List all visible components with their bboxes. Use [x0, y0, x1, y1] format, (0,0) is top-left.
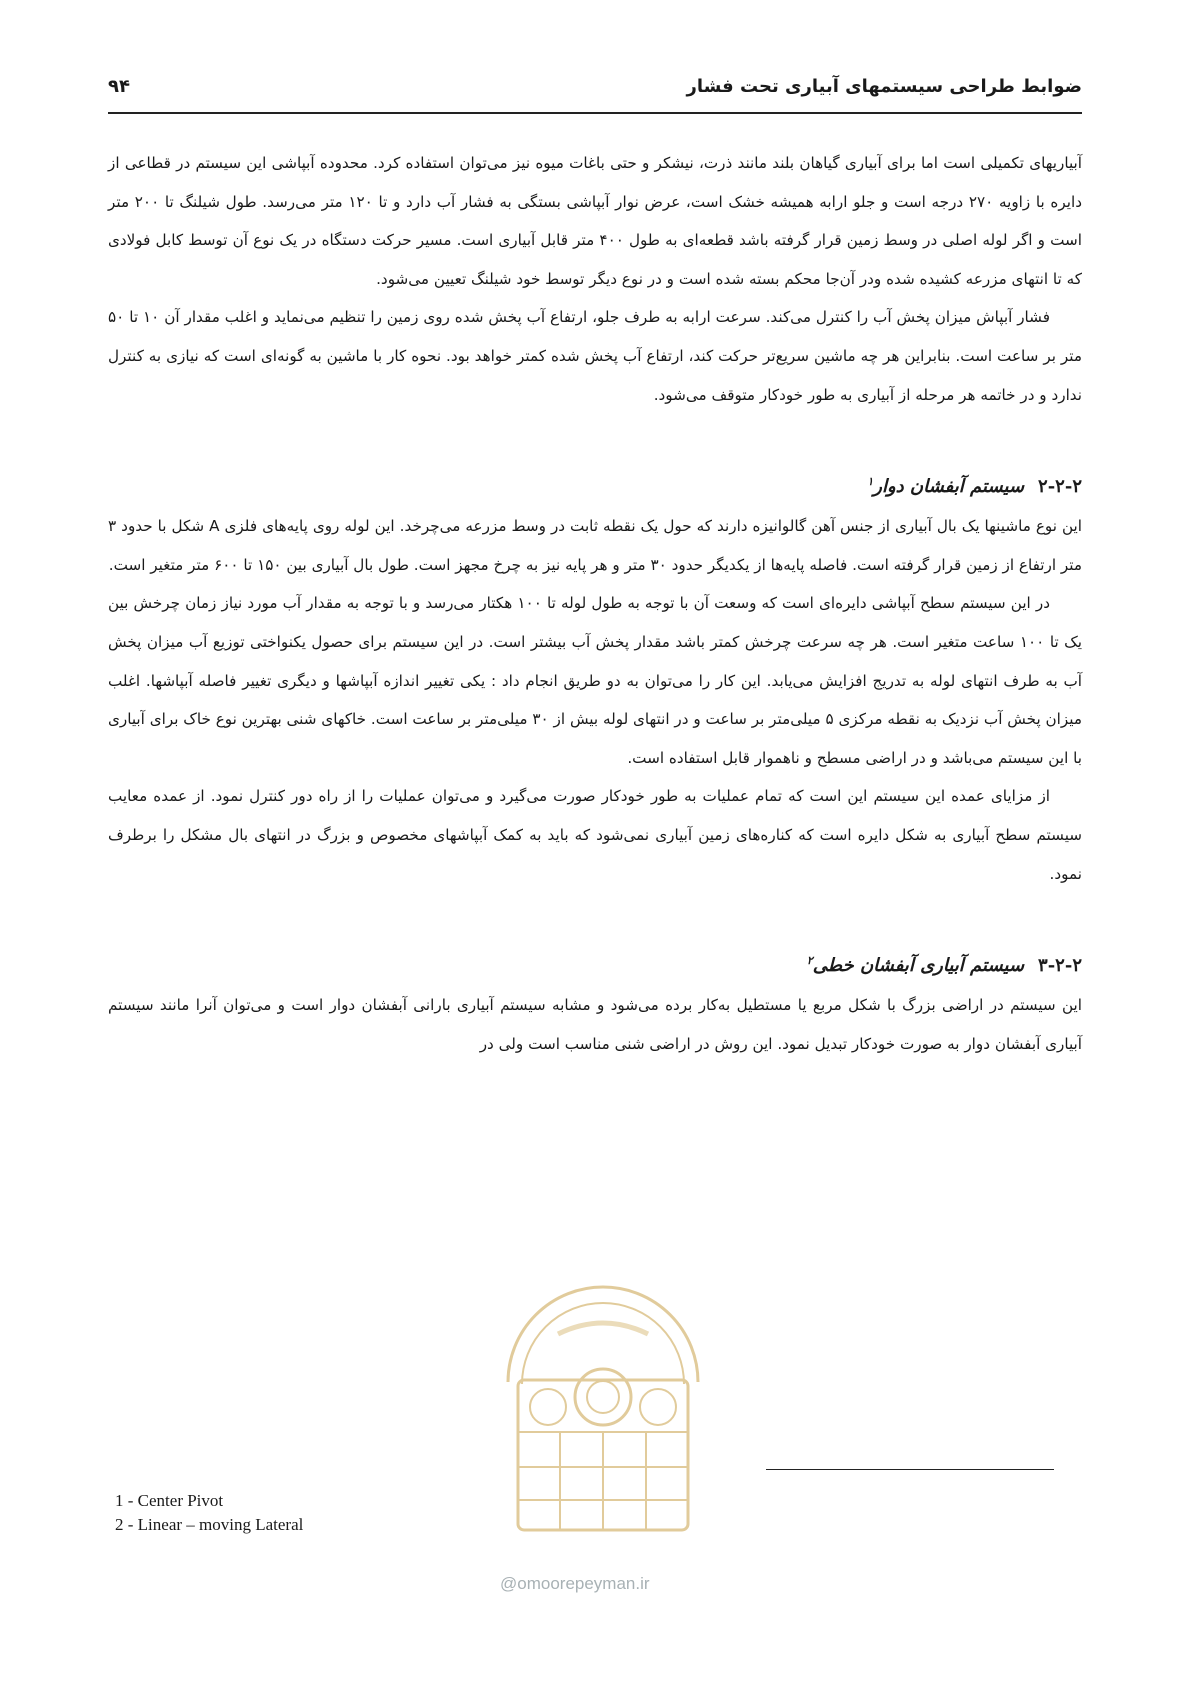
watermark-logo-icon — [488, 1272, 718, 1572]
paragraph-section2-1: این سیستم در اراضی بزرگ با شکل مربع یا مستطیل به‌کار برده می‌شود و مشابه سیستم آبیاری بارانی آبفشان دوار است و می‌توان آنرا مانند سیستم آبیاری آبفشان دوار به صورت خودکار تبدیل نمود. این روش در اراضی شنی مناسب است ولی در — [108, 996, 1082, 1053]
footnotes — [115, 1489, 303, 1537]
section-heading-linear-move — [108, 893, 1082, 986]
page-number: ۹۴ — [108, 76, 130, 97]
footnote-2: 2 - Linear – moving Lateral — [115, 1515, 304, 1534]
paragraph-section1-3: از مزایای عمده این سیستم این است که تمام عملیات به طور خودکار صورت می‌گیرد و می‌توان عملیات را از راه دور کنترل نمود. از عمده معایب سیستم سطح آبیاری به شکل دایره است که کناره‌های زمین آبیاری نمی‌شود که باید به کمک آبپاشهای مخصوص و بزرگ در انتهای بال مشکل را برطرف نمود. — [108, 787, 1082, 883]
running-title: ضوابط طراحی سیستمهای آبیاری تحت فشار — [686, 76, 1082, 97]
paragraph-section1-1: این نوع ماشینها یک بال آبیاری از جنس آهن گالوانیزه دارند که حول یک نقطه ثابت در وسط مزرعه می‌چرخد. این لوله روی پایه‌های فلزی A شکل با حدود ۳ متر ارتفاع از زمین قرار گرفته است. فاصله پایه‌ها از یکدیگر حدود ۳۰ متر و هر پایه نیز به چرخ مجهز است. طول بال آبیاری بین ۱۵۰ تا ۶۰۰ متر متغیر است. — [108, 517, 1082, 574]
section-title: سیستم آبیاری آبفشان خطی — [812, 955, 1025, 977]
watermark-url: @omoorepeyman.ir — [500, 1574, 650, 1593]
paragraph-intro-1: آبیاریهای تکمیلی است اما برای آبیاری گیاهان بلند مانند ذرت، نیشکر و حتی باغات میوه نیز می‌توان استفاده کرد. محدوده آبپاشی این سیستم در قطاعی از دایره با زاویه ۲۷۰ درجه است و جلو ارابه همیشه خشک است، عرض نوار آبپاشی بستگی به فشار آب دارد و تا ۱۲۰ متر می‌رسد. طول شیلنگ تا ۲۰۰ متر است و اگر لوله اصلی در وسط زمین قرار گرفته باشد قطعه‌ای به طول ۴۰۰ متر قابل آبیاری است. مسیر حرکت دستگاه در یک نوع آن توسط کابل فولادی که تا انتهای مزرعه کشیده شده ودر آن‌جا محکم بسته شده است و در نوع دیگر توسط خود شیلنگ تعیین می‌شود. — [108, 154, 1082, 288]
footnote-ref: ۱ — [867, 475, 874, 489]
footnote-divider — [766, 1469, 1054, 1470]
page-header — [108, 62, 1082, 114]
section-number: ۳-۲-۲ — [1038, 955, 1082, 977]
footnote-1: 1 - Center Pivot — [115, 1491, 224, 1510]
section-title: سیستم آبفشان دوار — [873, 476, 1025, 498]
page-body — [108, 144, 1082, 1063]
section-number: ۲-۲-۲ — [1038, 476, 1082, 498]
paragraph-section1-2: در این سیستم سطح آبپاشی دایره‌ای است که وسعت آن با توجه به طول لوله تا ۱۰۰ هکتار می‌رسد و با توجه به مقدار آب مورد نیاز زمان چرخش بین یک تا ۱۰۰ ساعت متغیر است. هر چه سرعت چرخش کمتر باشد مقدار پخش آب بیشتر است. در این سیستم برای حصول یکنواختی توزیع آب میزان پخش آب به طرف انتهای لوله به تدریج افزایش می‌یابد. این کار را می‌توان به دو طریق انجام داد : یکی تغییر اندازه آبپاشها و دیگری تغییر فاصله آبپاشها. اغلب میزان پخش آب نزدیک به نقطه مرکزی ۵ میلی‌متر بر ساعت و در انتهای لوله بیش از ۳۰ میلی‌متر بر ساعت است. خاکهای شنی بهترین نوع خاک برای آبیاری با این سیستم می‌باشد و در اراضی مسطح و ناهموار قابل استفاده است. — [108, 594, 1082, 767]
footnote-ref: ۲ — [806, 954, 813, 968]
section-heading-center-pivot — [108, 414, 1082, 507]
paragraph-intro-2: فشار آبپاش میزان پخش آب را کنترل می‌کند. سرعت ارابه به طرف جلو، ارتفاع آب پخش شده روی زمین را تنظیم می‌نماید و اغلب مقدار آن ۱۰ تا ۵۰ متر بر ساعت است. بنابراین هر چه ماشین سریع‌تر حرکت کند، ارتفاع آب پخش شده کمتر خواهد بود. نحوه کار با ماشین به گونه‌ای است که نیازی به کنترل ندارد و در خاتمه هر مرحله از آبیاری به طور خودکار متوقف می‌شود. — [108, 308, 1082, 404]
